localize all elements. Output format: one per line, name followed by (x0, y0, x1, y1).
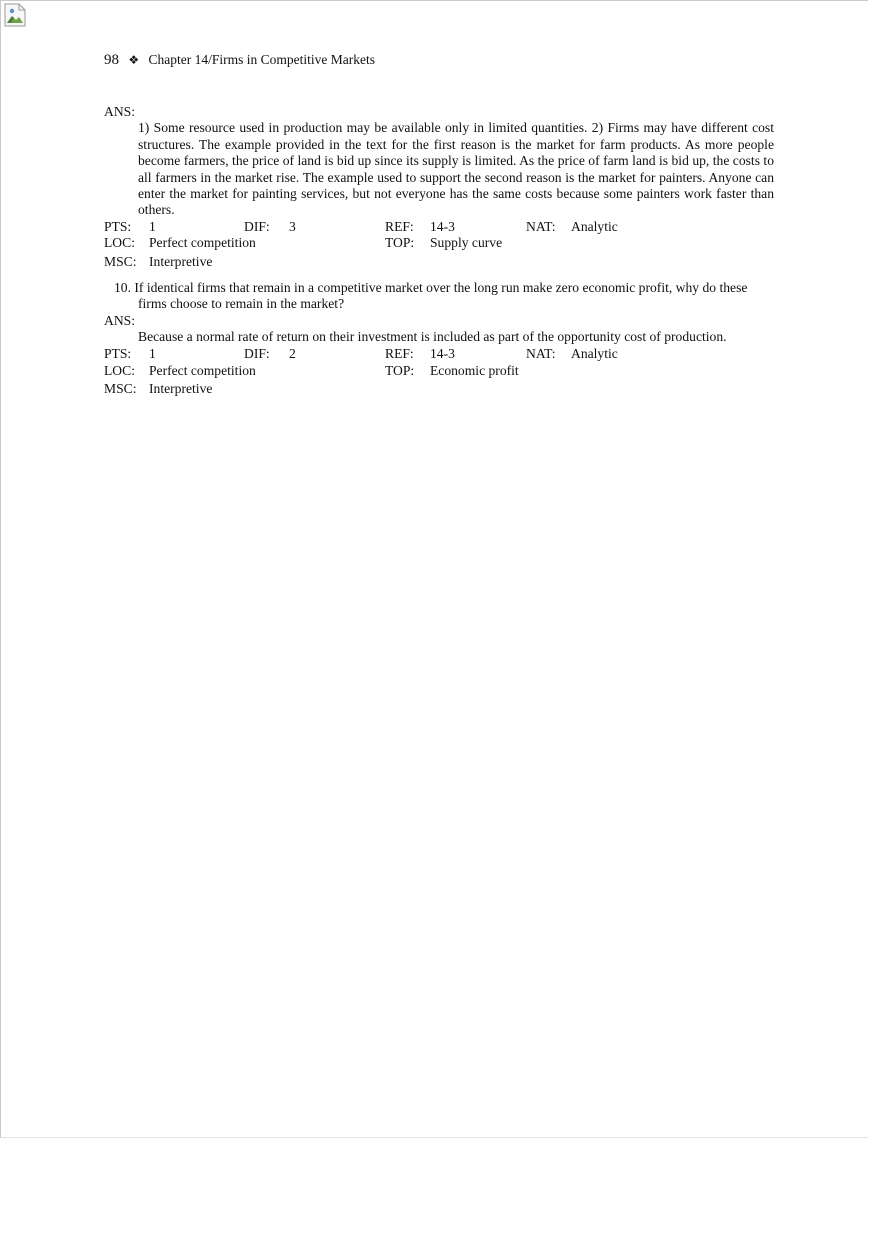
metadata-row (104, 219, 774, 235)
page-number: 98 (104, 52, 119, 68)
page-header (104, 52, 375, 69)
nat-value: Analytic (571, 345, 618, 361)
chapter-title: Chapter 14/Firms in Competitive Markets (148, 52, 375, 67)
answer-label: ANS: (104, 312, 135, 328)
metadata-row (104, 346, 774, 362)
metadata-row (104, 381, 774, 397)
answer-text: Because a normal rate of return on their investment is included as part of the opportunity cost of production. (138, 329, 727, 345)
loc-value: Perfect competition (149, 363, 256, 379)
loc-label: LOC: (104, 363, 135, 379)
msc-value: Interpretive (149, 381, 213, 397)
dif-value: 3 (289, 218, 296, 234)
ref-value: 14-3 (430, 218, 455, 234)
dif-value: 2 (289, 345, 296, 361)
question-item (104, 104, 774, 270)
question-text: 10. If identical firms that remain in a competitive market over the long run make zero economic profit, why do these firms choose to remain in the market? (114, 280, 748, 312)
ref-label: REF: (385, 345, 414, 361)
top-value: Economic profit (430, 363, 519, 379)
top-label: TOP: (385, 235, 415, 251)
pts-value: 1 (149, 345, 156, 361)
top-label: TOP: (385, 363, 415, 379)
pts-label: PTS: (104, 218, 132, 234)
pts-label: PTS: (104, 345, 132, 361)
question-item (104, 280, 774, 398)
msc-label: MSC: (104, 381, 137, 397)
answer-text: 1) Some resource used in production may be available only in limited quantities. 2) Firms may have different cost structures. The example provided in the text for the first reason is the market for farm products. As more people become farmers, the price of land is bid up since its supply is limited. As the price of farm land is bid up, the costs to all farmers in the market rise. The example used to support the second reason is the market for painters. Anyone can enter the market for painting services, but not everyone has the same costs because some painters work faster than others. (138, 120, 774, 218)
document-content (104, 104, 774, 398)
pts-value: 1 (149, 218, 156, 234)
ref-label: REF: (385, 218, 414, 234)
loc-label: LOC: (104, 235, 135, 251)
dif-label: DIF: (244, 345, 270, 361)
metadata-row (104, 363, 774, 379)
metadata-row (104, 254, 774, 270)
msc-value: Interpretive (149, 253, 213, 269)
dif-label: DIF: (244, 218, 270, 234)
ref-value: 14-3 (430, 345, 455, 361)
msc-label: MSC: (104, 253, 137, 269)
top-value: Supply curve (430, 235, 503, 251)
nat-label: NAT: (526, 218, 556, 234)
nat-label: NAT: (526, 345, 556, 361)
nat-value: Analytic (571, 218, 618, 234)
broken-image-icon (4, 3, 26, 27)
answer-label: ANS: (104, 104, 135, 119)
loc-value: Perfect competition (149, 235, 256, 251)
ornament-icon: ❖ (128, 53, 140, 67)
metadata-row (104, 235, 774, 251)
